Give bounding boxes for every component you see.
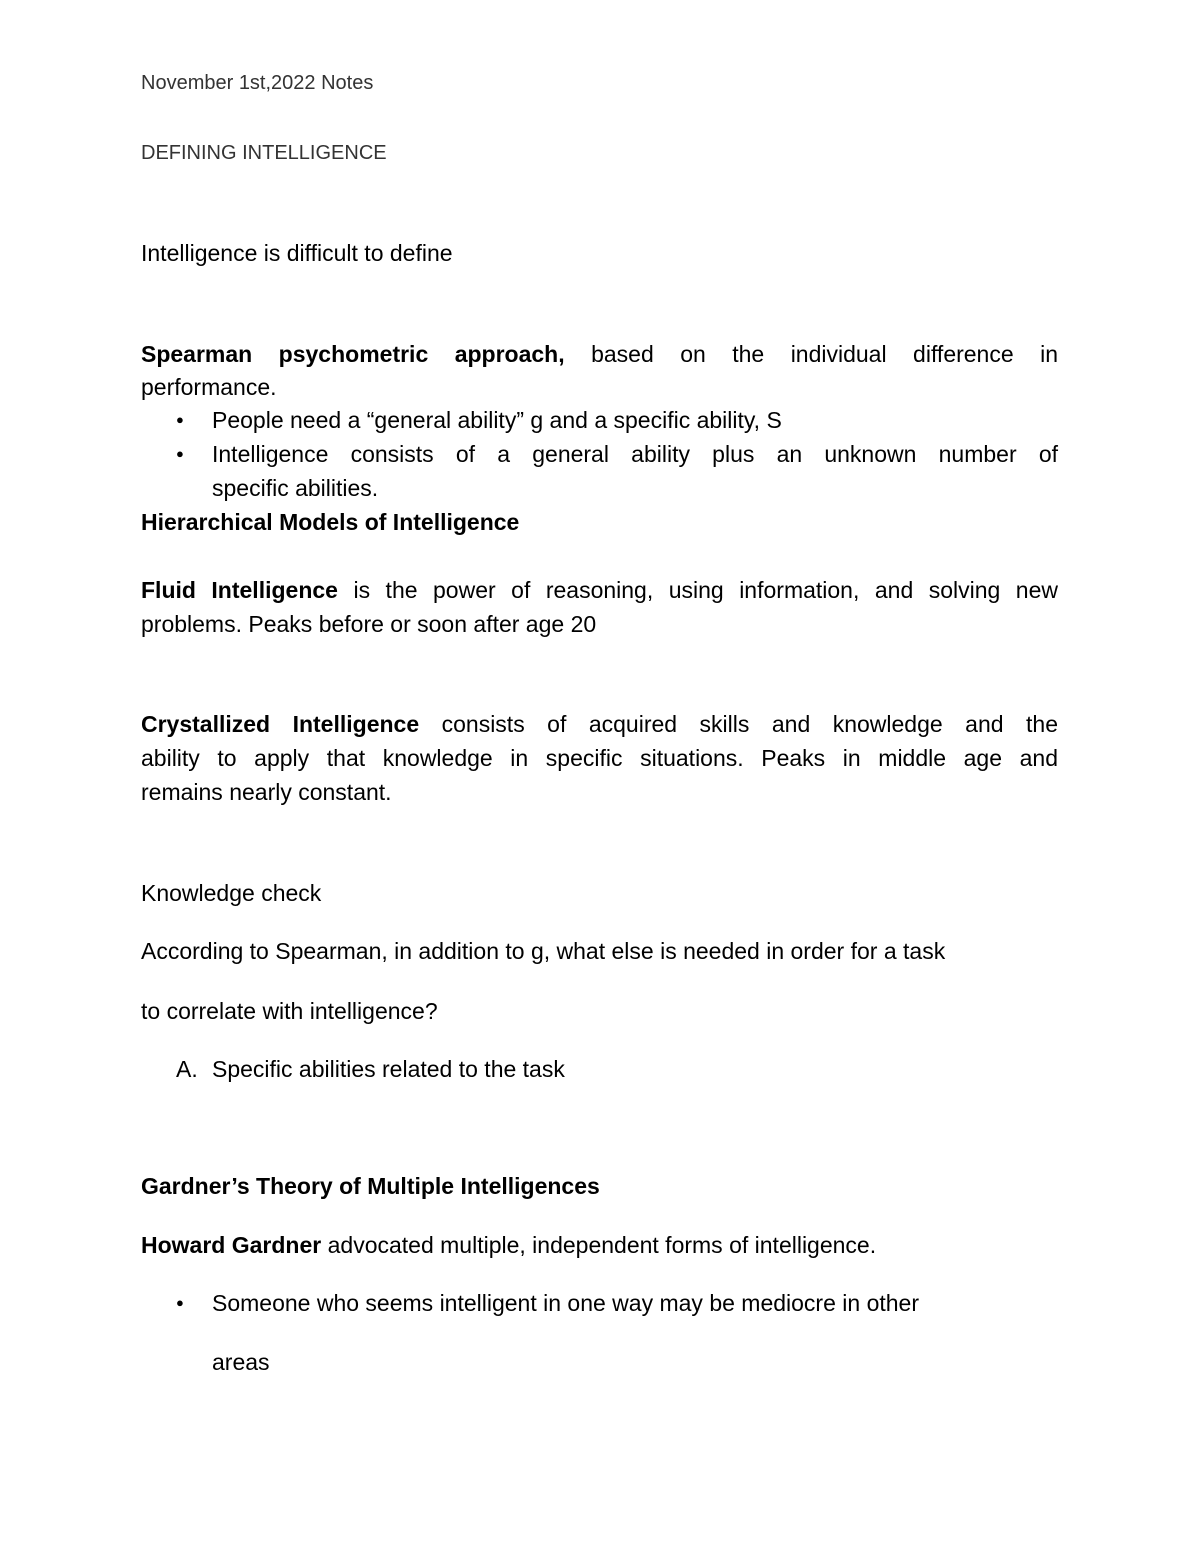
fluid-definition: is the power of reasoning, using information, and solving new (353, 577, 1059, 603)
fluid-term: Fluid Intelligence (141, 577, 338, 603)
question-line-1: According to Spearman, in addition to g, what else is needed in order for a task (141, 938, 946, 964)
bullet-text: Someone who seems intelligent in one way may be mediocre in other (212, 1290, 919, 1316)
gardner-heading: Gardner’s Theory of Multiple Intelligences (141, 1173, 600, 1199)
spearman-term: Spearman psychometric approach, (141, 341, 565, 367)
bullet-text: specific abilities. (212, 475, 379, 501)
crystallized-line-2: ability to apply that knowledge in specific situations. Peaks in middle age and (141, 745, 1058, 771)
bullet-icon: ● (176, 446, 184, 461)
bullet-text: areas (212, 1349, 270, 1375)
question-line-2: to correlate with intelligence? (141, 998, 438, 1024)
spearman-definition: based on the individual difference in (591, 341, 1059, 367)
date-title: November 1st,2022 Notes (141, 72, 374, 94)
crystallized-definition: consists of acquired skills and knowledge and the (441, 711, 1058, 737)
gardner-line (141, 1228, 1058, 1262)
section-title: DEFINING INTELLIGENCE (141, 142, 387, 164)
crystallized-line-1 (141, 707, 1058, 741)
hierarchical-heading: Hierarchical Models of Intelligence (141, 509, 520, 535)
fluid-line-2: problems. Peaks before or soon after age 20 (141, 611, 597, 637)
gardner-term: Howard Gardner (141, 1232, 322, 1258)
crystallized-term: Crystallized Intelligence (141, 711, 420, 737)
knowledge-check-label: Knowledge check (141, 880, 322, 906)
bullet-text: Intelligence consists of a general ability plus an unknown number of (212, 441, 1058, 467)
crystallized-line-3: remains nearly constant. (141, 779, 392, 805)
bullet-icon: ● (176, 412, 184, 427)
bullet-icon: ● (176, 1295, 184, 1310)
bullet-text: People need a “general ability” g and a specific ability, S (212, 407, 782, 433)
spearman-line-1 (141, 337, 1058, 371)
answer-text: Specific abilities related to the task (212, 1056, 565, 1082)
spearman-line-2: performance. (141, 374, 277, 400)
fluid-line-1 (141, 573, 1058, 607)
gardner-definition: advocated multiple, independent forms of intelligence. (327, 1232, 877, 1258)
answer-marker: A. (176, 1056, 198, 1082)
intro-text: Intelligence is difficult to define (141, 240, 453, 266)
